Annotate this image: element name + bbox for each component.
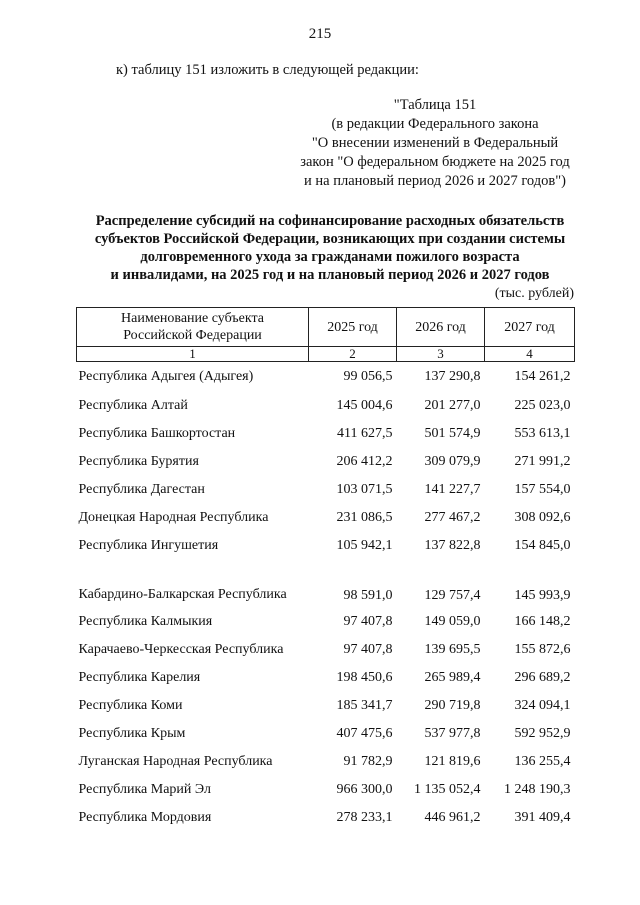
amendment-note [280, 96, 590, 191]
amendment-instruction: к) таблицу 151 изложить в следующей редакции: [116, 62, 419, 78]
header-region-name-line2: Российской Федерации [123, 328, 262, 343]
value-2025: 966 300,0 [336, 782, 393, 797]
region-name: Республика Алтай [78, 398, 188, 413]
column-number-row [77, 347, 575, 362]
value-2026: 137 822,8 [424, 538, 481, 553]
table-row [77, 664, 575, 692]
region-name: Донецкая Народная Республика [78, 510, 269, 525]
value-2026: 137 290,8 [424, 369, 481, 384]
units-label: (тыс. рублей) [494, 286, 574, 301]
table-row [77, 608, 575, 636]
table-title-line: субъектов Российской Федерации, возникающих при создании системы [94, 231, 566, 247]
table-row [77, 776, 575, 804]
region-name: Республика Дагестан [78, 482, 205, 497]
table-title-line: долговременного ухода за гражданами пожилого возраста [140, 249, 520, 265]
column-number: 4 [485, 347, 575, 362]
amendment-note-line: "О внесении изменений в Федеральный [311, 135, 559, 151]
region-name: Республика Калмыкия [78, 614, 213, 629]
value-2026: 446 961,2 [424, 810, 481, 825]
value-2025: 206 412,2 [336, 454, 393, 469]
region-name: Карачаево-Черкесская Республика [78, 642, 284, 657]
value-2025: 98 591,0 [343, 588, 393, 603]
table-row [77, 748, 575, 776]
value-2026: 149 059,0 [424, 614, 481, 629]
value-2027: 154 845,0 [514, 538, 571, 553]
table-row [77, 362, 575, 393]
header-year-2025: 2025 год [309, 308, 397, 347]
subsidies-table [76, 307, 575, 832]
value-2026: 277 467,2 [424, 510, 481, 525]
value-2026: 537 977,8 [424, 726, 481, 741]
region-name: Луганская Народная Республика [78, 754, 273, 769]
value-2025: 103 071,5 [336, 482, 393, 497]
value-2025: 278 233,1 [336, 810, 393, 825]
value-2027: 225 023,0 [514, 398, 571, 413]
region-name: Республика Башкортостан [78, 426, 236, 441]
table-title [60, 212, 600, 284]
value-2026: 309 079,9 [424, 454, 481, 469]
region-name: Республика Ингушетия [78, 538, 219, 553]
table-row [77, 392, 575, 420]
region-name: Республика Карелия [78, 670, 201, 685]
region-name: Республика Бурятия [78, 454, 199, 469]
value-2027: 324 094,1 [514, 698, 571, 713]
value-2025: 97 407,8 [343, 614, 393, 629]
header-region-name-line1: Наименование субъекта [121, 311, 264, 326]
table-row [77, 448, 575, 476]
value-2027: 553 613,1 [514, 426, 571, 441]
header-region-name [77, 308, 309, 347]
value-2025: 145 004,6 [336, 398, 393, 413]
value-2027: 166 148,2 [514, 614, 571, 629]
amendment-note-line: "Таблица 151 [393, 97, 477, 113]
value-2027: 296 689,2 [514, 670, 571, 685]
value-2026: 201 277,0 [424, 398, 481, 413]
table-row [77, 476, 575, 504]
table-row [77, 692, 575, 720]
value-2025: 97 407,8 [343, 642, 393, 657]
value-2025: 99 056,5 [343, 369, 393, 384]
value-2026: 141 227,7 [424, 482, 481, 497]
value-2025: 198 450,6 [336, 670, 393, 685]
value-2027: 308 092,6 [514, 510, 571, 525]
value-2026: 1 135 052,4 [414, 782, 481, 797]
region-name: Республика Крым [78, 726, 186, 741]
column-number: 2 [309, 347, 397, 362]
value-2026: 290 719,8 [424, 698, 481, 713]
column-number: 1 [77, 347, 309, 362]
value-2026: 129 757,4 [424, 588, 481, 603]
table-row [77, 420, 575, 448]
amendment-note-line: закон "О федеральном бюджете на 2025 год [300, 154, 570, 170]
value-2027: 1 248 190,3 [504, 782, 571, 797]
table-title-line: и инвалидами, на 2025 год и на плановый период 2026 и 2027 годов [110, 267, 550, 283]
value-2025: 231 086,5 [336, 510, 393, 525]
region-name: Республика Марий Эл [78, 782, 211, 797]
value-2025: 185 341,7 [336, 698, 393, 713]
value-2025: 407 475,6 [336, 726, 393, 741]
table-row [77, 532, 575, 560]
value-2027: 155 872,6 [514, 642, 571, 657]
column-number: 3 [397, 347, 485, 362]
table-row [77, 636, 575, 664]
value-2025: 91 782,9 [343, 754, 393, 769]
value-2027: 271 991,2 [514, 454, 571, 469]
table-row [77, 504, 575, 532]
value-2025: 105 942,1 [336, 538, 393, 553]
value-2027: 136 255,4 [514, 754, 571, 769]
region-name: Республика Адыгея (Адыгея) [78, 369, 254, 384]
value-2027: 154 261,2 [514, 369, 571, 384]
value-2026: 501 574,9 [424, 426, 481, 441]
region-name: Республика Мордовия [78, 810, 212, 825]
value-2025: 411 627,5 [337, 426, 393, 441]
value-2027: 592 952,9 [514, 726, 571, 741]
value-2026: 121 819,6 [424, 754, 481, 769]
amendment-note-line: (в редакции Федерального закона [331, 116, 539, 132]
amendment-note-line: и на плановый период 2026 и 2027 годов") [304, 173, 566, 189]
table-row [77, 720, 575, 748]
header-year-2026: 2026 год [397, 308, 485, 347]
value-2026: 139 695,5 [424, 642, 481, 657]
region-name: Республика Коми [78, 698, 183, 713]
region-name: Кабардино-Балкарская Республика [78, 587, 287, 602]
value-2026: 265 989,4 [424, 670, 481, 685]
value-2027: 145 993,9 [514, 588, 571, 603]
value-2027: 391 409,4 [514, 810, 571, 825]
value-2027: 157 554,0 [514, 482, 571, 497]
table-row [77, 560, 575, 608]
table-row [77, 804, 575, 832]
table-title-line: Распределение субсидий на софинансирование расходных обязательств [95, 213, 565, 229]
table-header-row [77, 308, 575, 347]
page-number: 215 [308, 26, 332, 42]
header-year-2027: 2027 год [485, 308, 575, 347]
